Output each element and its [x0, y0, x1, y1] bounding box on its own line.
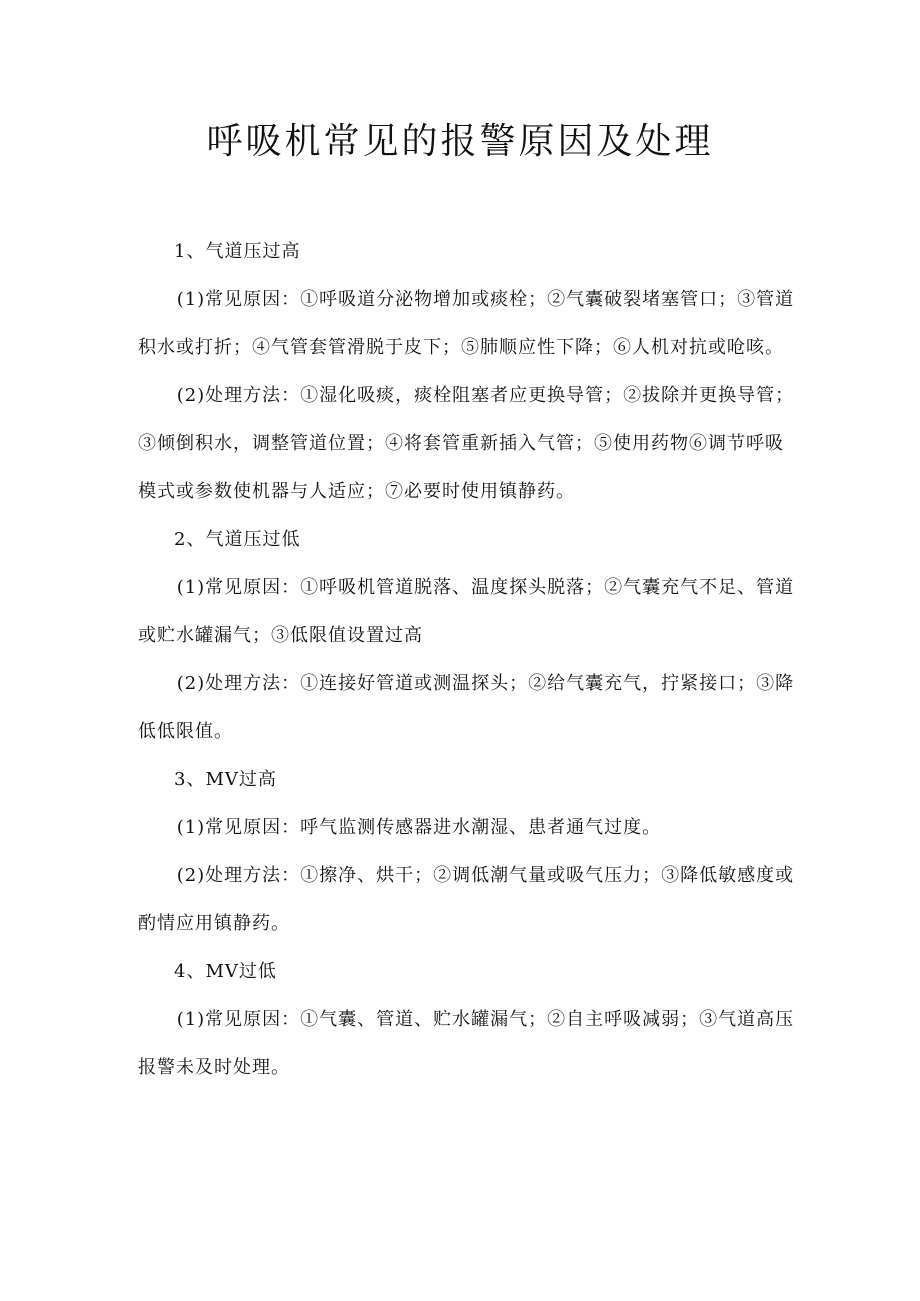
- document-title: 呼吸机常见的报警原因及处理: [206, 121, 714, 162]
- paragraph: (2)处理方法：①湿化吸痰，痰栓阻塞者应更换导管；②拔除并更换导管；③倾倒积水，调整管道位置；④将套管重新插入气管；⑤使用药物⑥调节呼吸模式或参数使机器与人适应；⑦必要时使用镇静药。: [138, 385, 795, 502]
- paragraph: (1)常见原因：呼气监测传感器进水潮湿、患者通气过度。: [176, 817, 662, 838]
- paragraph: (1)常见原因：①呼吸道分泌物增加或痰栓；②气囊破裂堵塞管口；③管道积水或打折；④气管套管滑脱于皮下；⑤肺顺应性下降；⑥人机对抗或呛咳。: [138, 289, 795, 358]
- section-heading: 2、气道压过低: [174, 529, 301, 550]
- section-heading: 3、MV过高: [174, 769, 277, 790]
- paragraph: (1)常见原因：①呼吸机管道脱落、温度探头脱落；②气囊充气不足、管道或贮水罐漏气；③低限值设置过高: [138, 577, 795, 646]
- section-heading: 1、气道压过高: [174, 241, 301, 262]
- paragraph: (1)常见原因：①气囊、管道、贮水罐漏气；②自主呼吸减弱；③气道高压报警未及时处理。: [138, 1009, 795, 1078]
- paragraph: (2)处理方法：①擦净、烘干；②调低潮气量或吸气压力；③降低敏感度或酌情应用镇静药。: [138, 865, 795, 934]
- paragraph: (2)处理方法：①连接好管道或测温探头；②给气囊充气，拧紧接口；③降低低限值。: [138, 673, 795, 742]
- section-heading: 4、MV过低: [174, 961, 277, 982]
- document-body: [138, 228, 798, 1092]
